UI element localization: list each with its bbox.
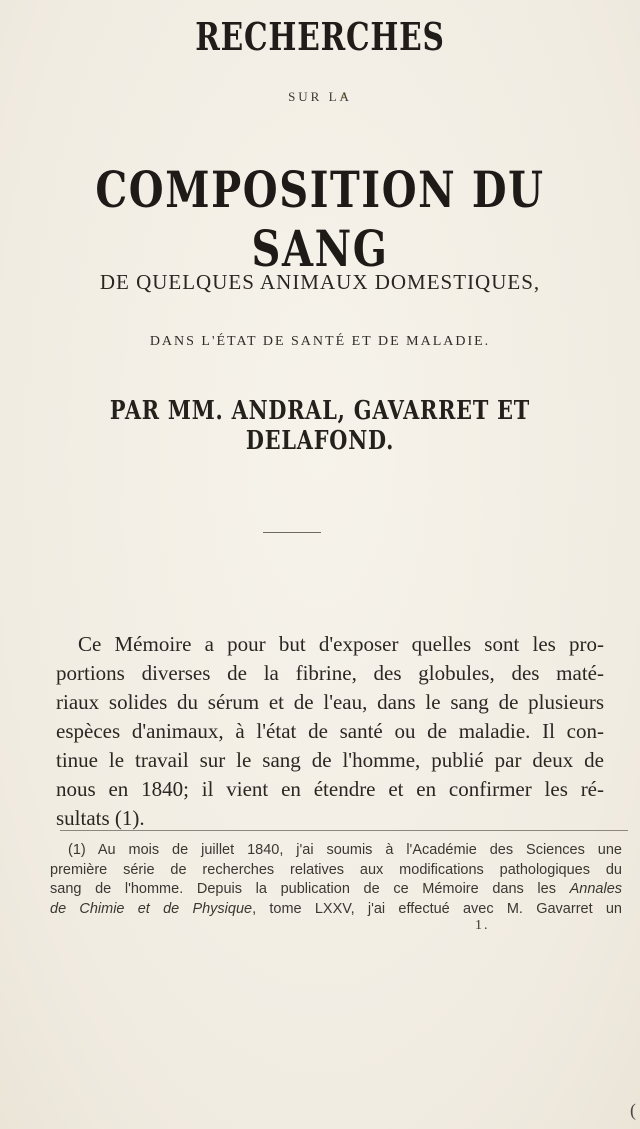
body-line: sultats (1). — [56, 806, 145, 830]
title-animaux-domestiques: DE QUELQUES ANIMAUX DOMESTIQUES, — [99, 270, 541, 294]
body-paragraph — [56, 630, 604, 833]
footnote-line: (1) Au mois de juillet 1840, j'ai soumis à l'Académie des Sciences une — [68, 842, 622, 858]
body-line: riaux solides du sérum et de l'eau, dans le sang de plusieurs — [56, 690, 604, 714]
footnote-divider — [60, 830, 628, 831]
footnote — [50, 841, 622, 919]
footnote-text: sang de l'homme. Depuis la publication de ce Mémoire dans les — [50, 881, 556, 897]
title-composition-du-sang: COMPOSITION DU SANG — [95, 160, 545, 278]
title-authors: PAR MM. ANDRAL, GAVARRET ET DELAFOND. — [109, 396, 531, 456]
title-etat-sante-maladie: DANS L'ÉTAT DE SANTÉ ET DE MALADIE. — [149, 334, 491, 349]
edge-mark: ( — [630, 1100, 636, 1120]
title-recherches: RECHERCHES — [195, 14, 445, 59]
body-line: tinue le travail sur le sang de l'homme, publié par deux de — [56, 748, 604, 772]
title-sur-la: SUR LA — [288, 89, 352, 104]
signature-mark: 1. — [475, 918, 490, 933]
body-line: espèces d'animaux, à l'état de santé ou de maladie. Il con- — [56, 719, 604, 743]
body-line: Ce Mémoire a pour but d'exposer quelles sont les pro- — [78, 632, 604, 656]
footnote-line: première série de recherches relatives aux modifications pathologiques du — [50, 861, 622, 878]
title-divider — [263, 532, 321, 533]
footnote-journal-title: Annales — [569, 881, 623, 897]
body-line: portions diverses de la fibrine, des globules, des maté- — [56, 661, 604, 685]
footnote-journal-title: de Chimie et de Physique — [50, 900, 253, 917]
footnote-line — [50, 900, 622, 920]
footnote-line — [50, 880, 622, 900]
footnote-text: , tome LXXV, j'ai effectué avec M. Gavarret un — [252, 900, 622, 917]
body-line: nous en 1840; il vient en étendre et en confirmer les ré- — [56, 777, 604, 801]
